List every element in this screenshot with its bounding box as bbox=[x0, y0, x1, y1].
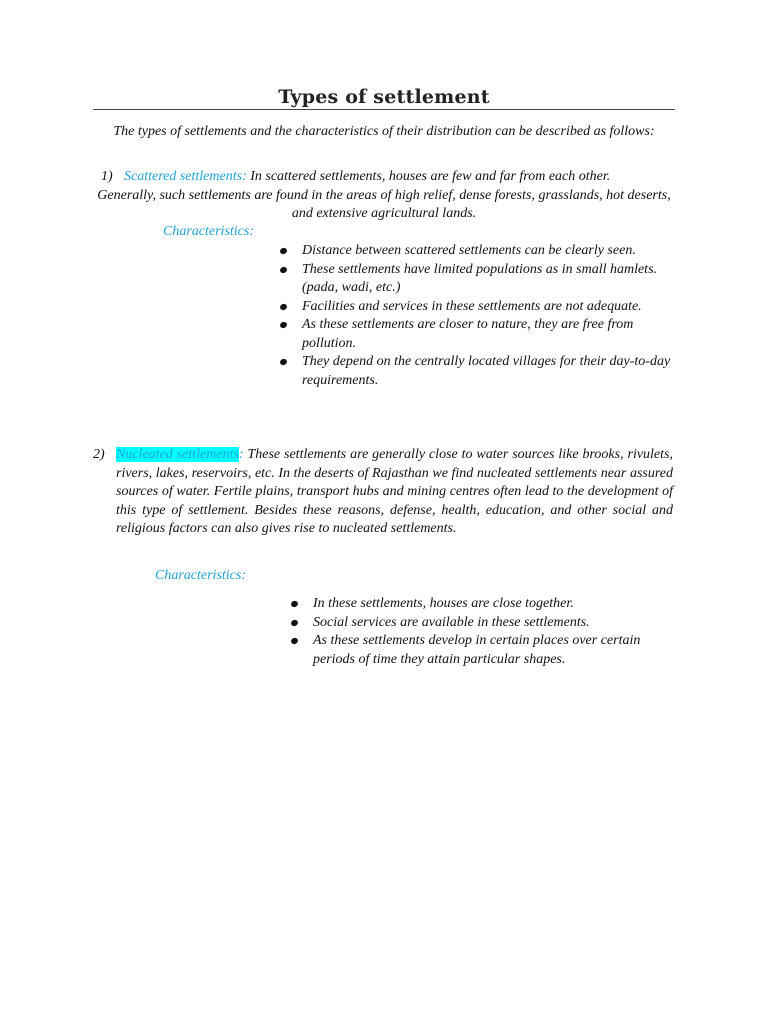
list-item bbox=[278, 242, 678, 261]
section-1-lead: In scattered settlements, houses are few and far from each other. bbox=[246, 169, 611, 184]
section-2-term-highlight: Nucleated settlements bbox=[116, 447, 239, 462]
section-1-characteristics-heading: Characteristics: bbox=[163, 224, 254, 239]
section-2-characteristics-list bbox=[289, 595, 679, 669]
list-item-text: Facilities and services in these settlements are not adequate. bbox=[302, 298, 642, 314]
section-2-colon: : bbox=[238, 447, 244, 462]
section-1-heading-line bbox=[101, 168, 610, 187]
bullet-dot-icon bbox=[279, 265, 288, 273]
page-title: Types of settlement bbox=[278, 86, 490, 108]
bullet-dot-icon bbox=[279, 321, 288, 329]
bullet-dot-icon bbox=[290, 600, 299, 608]
list-item bbox=[289, 614, 679, 633]
title-underline bbox=[93, 109, 675, 110]
list-item-text: Social services are available in these settlements. bbox=[313, 614, 590, 630]
section-2-text: These settlements are generally close to water sources like brooks, rivulets, rivers, lakes, reservoirs, etc. In the deserts of Rajasthan we find nucleated settlements near assured sources of water. Fertile plains, transport hubs and mining centres often lead to the development of this type of settlement. Besides these reasons, defense, health, education, and other social and religious factors can also gives rise to nucleated settlements. bbox=[116, 447, 673, 536]
section-2-characteristics-heading: Characteristics: bbox=[155, 568, 246, 583]
list-item bbox=[278, 261, 678, 298]
intro-paragraph: The types of settlements and the characteristics of their distribution can be described as follows: bbox=[113, 124, 655, 139]
list-item-text: As these settlements develop in certain places over certain periods of time they attain particular shapes. bbox=[313, 633, 641, 667]
section-1-description: Generally, such settlements are found in the areas of high relief, dense forests, grasslands, hot deserts, and extensive agricultural lands. bbox=[97, 187, 671, 221]
bullet-dot-icon bbox=[279, 247, 288, 255]
section-1-characteristics-list bbox=[278, 242, 678, 390]
section-2-body bbox=[116, 446, 673, 539]
list-item-text: As these settlements are closer to nature, they are free from pollution. bbox=[302, 317, 634, 351]
list-item-text: Distance between scattered settlements can be clearly seen. bbox=[302, 243, 636, 258]
bullet-dot-icon bbox=[290, 637, 299, 645]
list-item-text: They depend on the centrally located villages for their day-to-day requirements. bbox=[302, 354, 671, 388]
bullet-dot-icon bbox=[290, 618, 299, 626]
list-item bbox=[278, 353, 678, 390]
section-1-number: 1) bbox=[101, 169, 113, 184]
list-item bbox=[278, 316, 678, 353]
list-item-text: These settlements have limited populations as in small hamlets. (pada, wadi, etc.) bbox=[302, 261, 658, 295]
section-2-number: 2) bbox=[93, 447, 105, 462]
section-2-paragraph bbox=[93, 446, 673, 539]
list-item-text: In these settlements, houses are close together. bbox=[313, 596, 574, 611]
list-item bbox=[289, 595, 679, 614]
bullet-dot-icon bbox=[279, 358, 288, 366]
bullet-dot-icon bbox=[279, 302, 288, 310]
list-item bbox=[278, 298, 678, 317]
list-item bbox=[289, 632, 679, 669]
section-1-term: Scattered settlements: bbox=[124, 169, 247, 184]
